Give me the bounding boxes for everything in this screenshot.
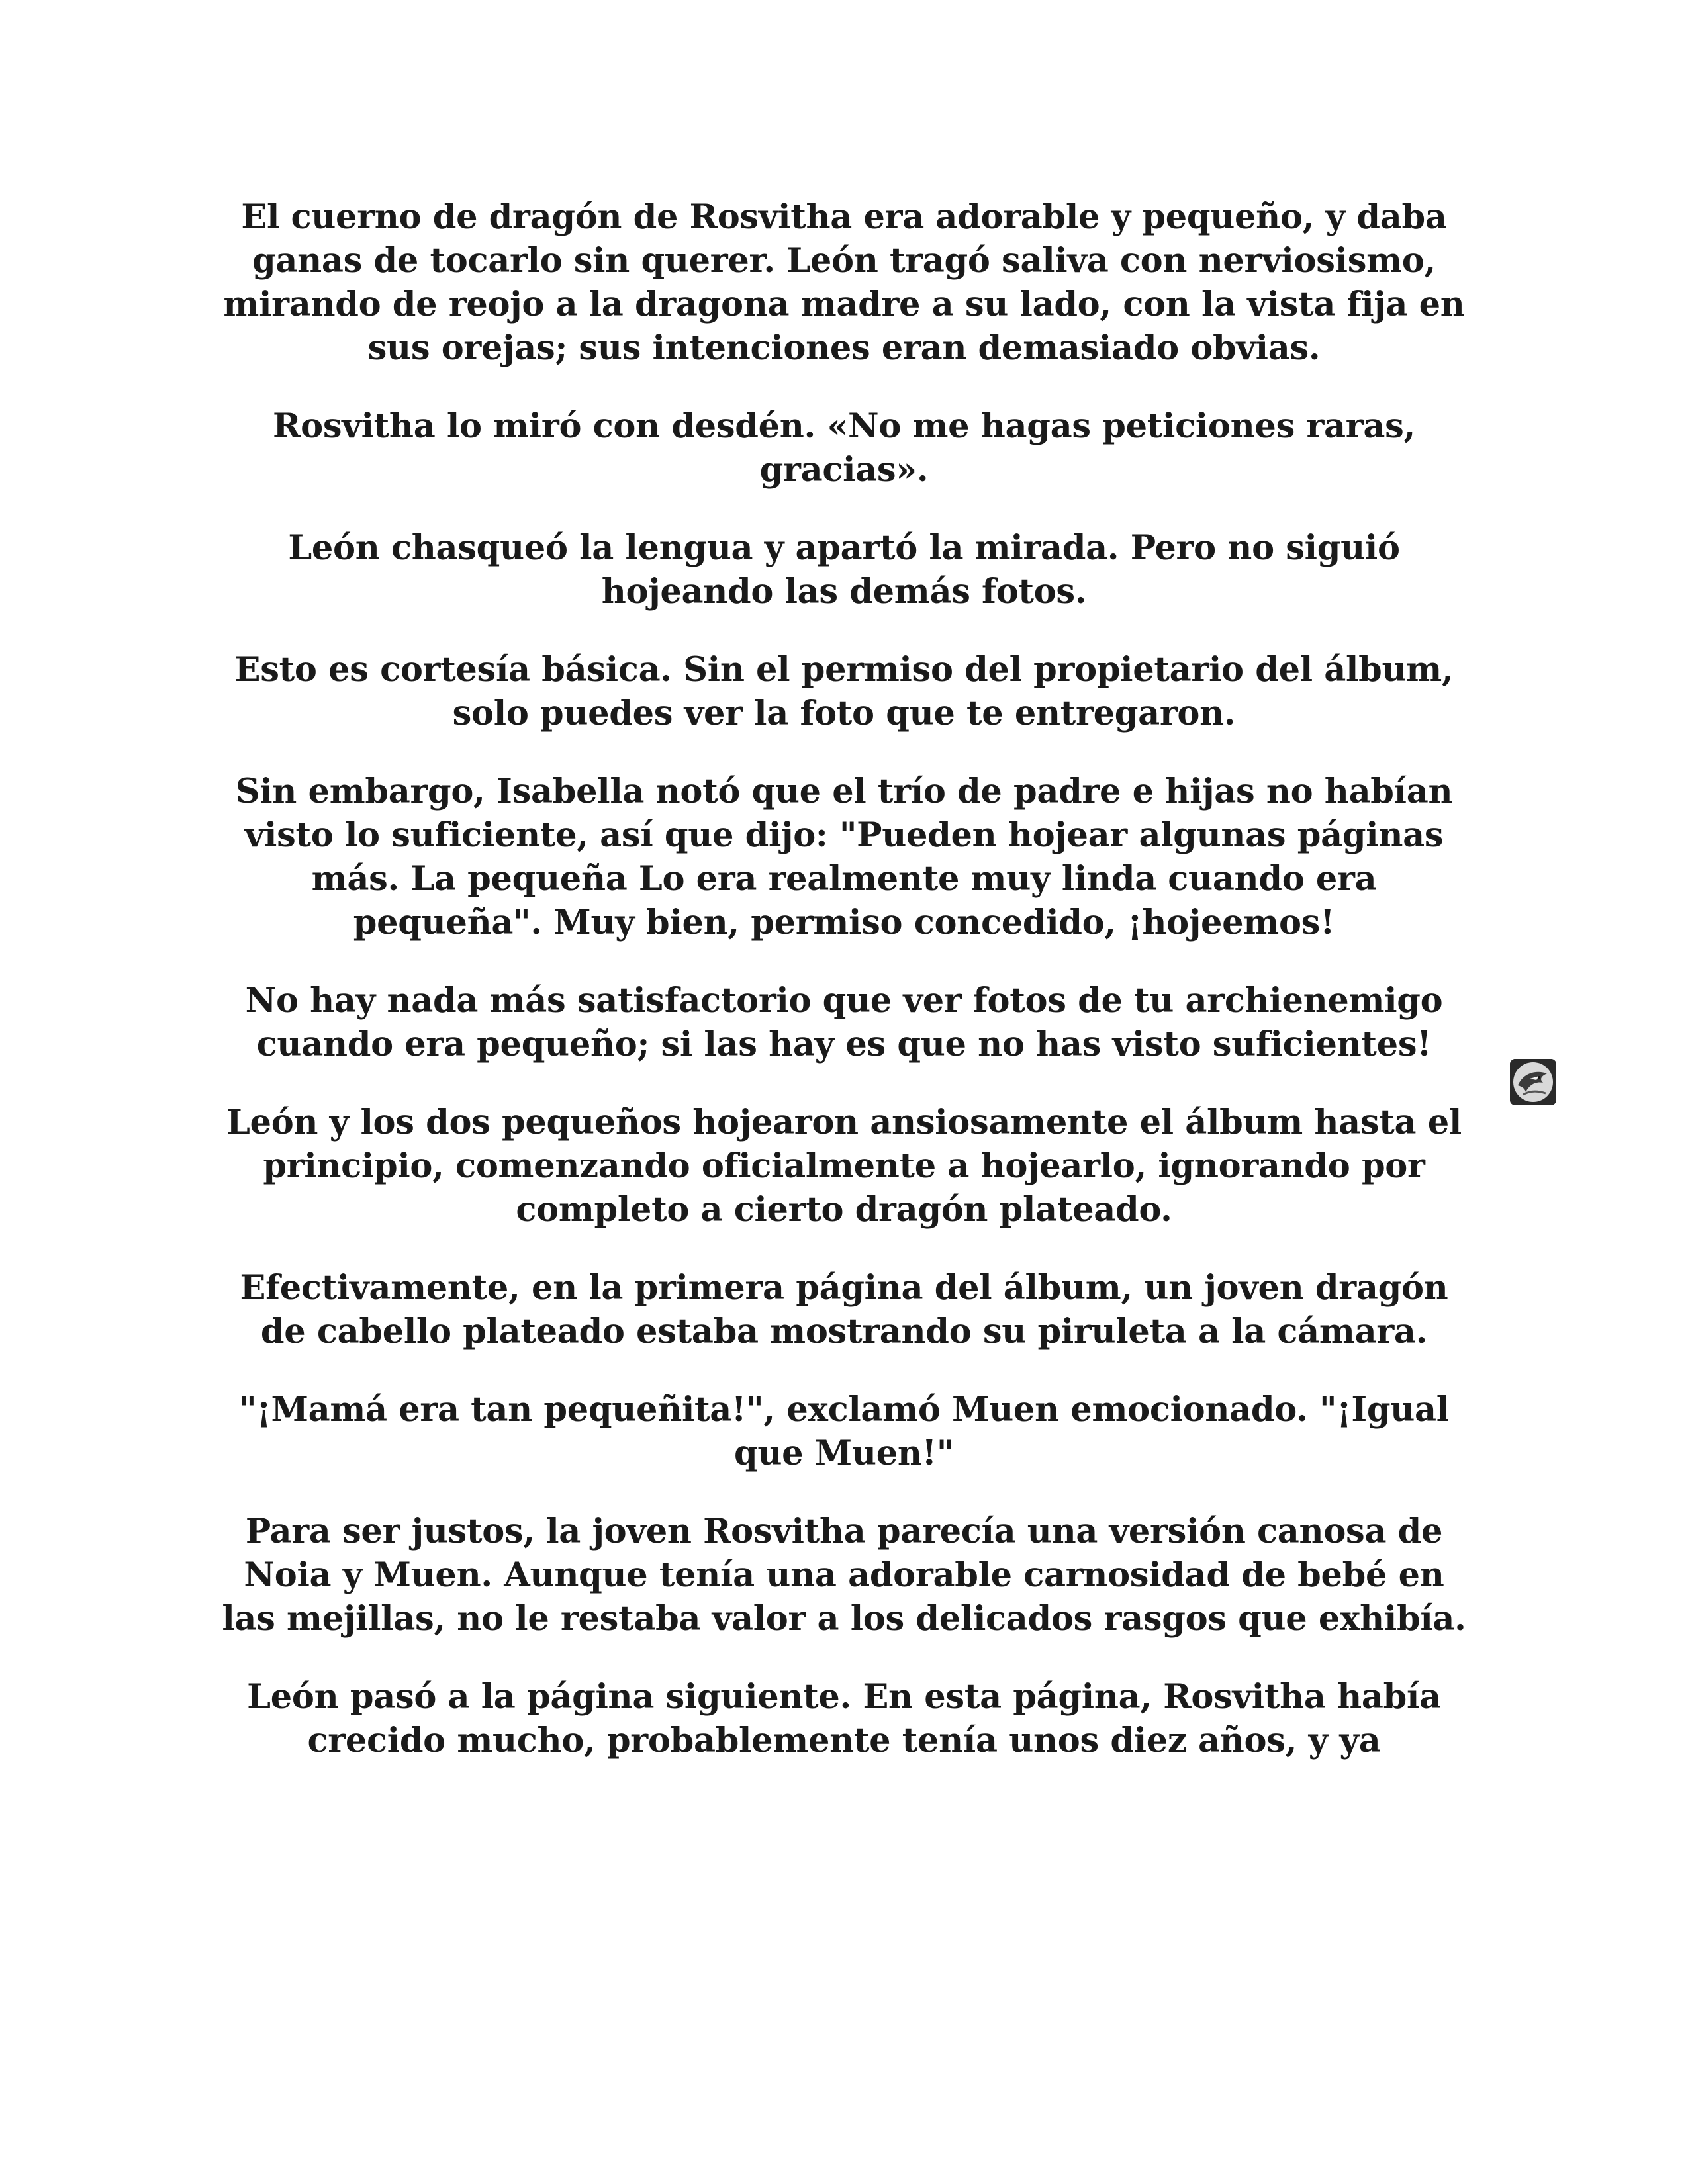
paragraph-5: Sin embargo, Isabella notó que el trío de padre e hijas no habían visto lo suficiente, así que dijo: "Pueden hojear algunas páginas más. La pequeña Lo era realmente muy linda cuando era pequeña". Muy bien, permiso concedido, ¡hojeemos!: [235, 772, 1453, 942]
paragraph-9: "¡Mamá era tan pequeñita!", exclamó Muen emocionado. "¡Igual que Muen!": [239, 1390, 1449, 1473]
document-body: [218, 195, 1470, 1797]
paragraph-11: León pasó a la página siguiente. En esta página, Rosvitha había crecido mucho, probablemente tenía unos diez años, y ya: [247, 1677, 1441, 1760]
dragon-emblem-icon[interactable]: [1510, 1059, 1556, 1105]
paragraph-2: Rosvitha lo miró con desdén. «No me hagas peticiones raras, gracias».: [273, 406, 1415, 490]
paragraph-1: El cuerno de dragón de Rosvitha era adorable y pequeño, y daba ganas de tocarlo sin querer. León tragó saliva con nerviosismo, mirando de reojo a la dragona madre a su lado, con la vista fija en sus orejas; sus intenciones eran demasiado obvias.: [223, 197, 1465, 368]
paragraph-7: León y los dos pequeños hojearon ansiosamente el álbum hasta el principio, comenzando oficialmente a hojearlo, ignorando por completo a cierto dragón plateado.: [226, 1103, 1462, 1230]
paragraph-8: Efectivamente, en la primera página del álbum, un joven dragón de cabello plateado estaba mostrando su piruleta a la cámara.: [240, 1268, 1448, 1351]
paragraph-10: Para ser justos, la joven Rosvitha parecía una versión canosa de Noia y Muen. Aunque tenía una adorable carnosidad de bebé en las mejillas, no le restaba valor a los delicados rasgos que exhibía.: [222, 1512, 1466, 1639]
paragraph-3: León chasqueó la lengua y apartó la mirada. Pero no siguió hojeando las demás fotos.: [288, 528, 1400, 612]
paragraph-6: No hay nada más satisfactorio que ver fotos de tu archienemigo cuando era pequeño; si las hay es que no has visto suficientes!: [245, 981, 1443, 1064]
paragraph-4: Esto es cortesía básica. Sin el permiso del propietario del álbum, solo puedes ver la foto que te entregaron.: [234, 650, 1454, 733]
